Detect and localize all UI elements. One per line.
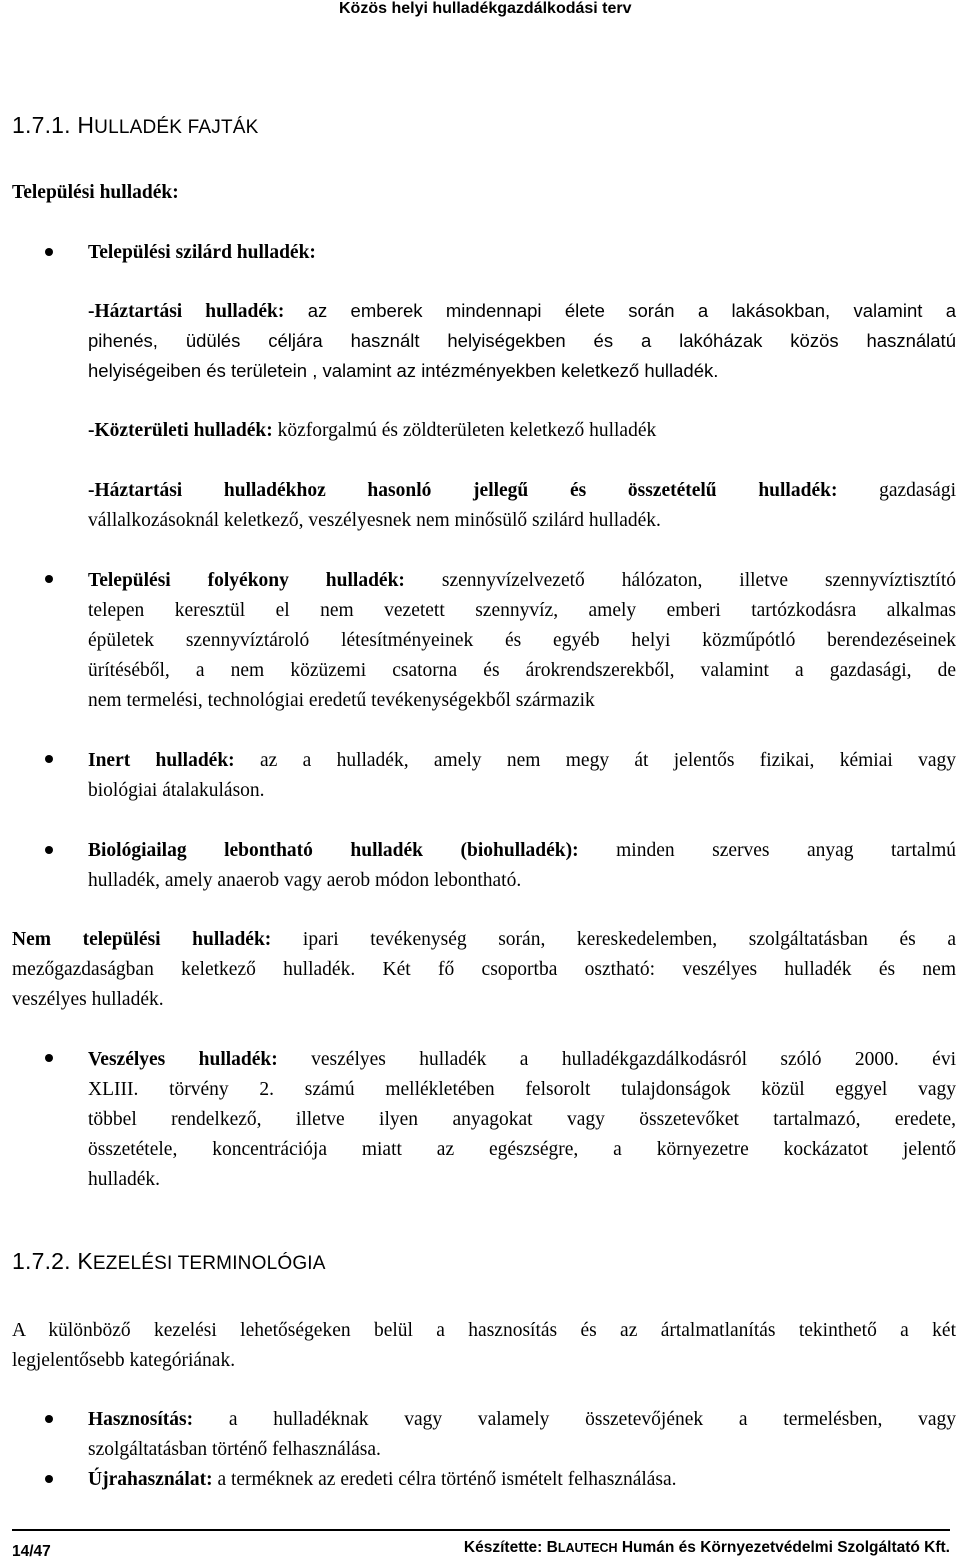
footer-credit	[464, 1539, 950, 1557]
bullet-icon	[45, 755, 53, 763]
bio-text-1: minden szerves anyag tartalmú	[578, 840, 956, 861]
folyekony-line-2: telepen keresztül el nem vezetett szennyvíz, amely emberi tartózkodásra alkalmas	[88, 600, 956, 621]
haztartasi-line-3: helyiségeiben és területein , valamint az intézményekben keletkező hulladék.	[88, 360, 719, 381]
ujra-text: a terméknek az eredeti célra történő ismételt felhasználása.	[212, 1469, 677, 1490]
bio-line-2: hulladék, amely anaerob vagy aerob módon lebontható.	[88, 870, 522, 891]
bullet-icon	[45, 846, 53, 854]
hasonlo-line-2: vállalkozásoknál keletkező, veszélyesnek nem minősülő szilárd hulladék.	[88, 510, 661, 531]
subheading-text: Települési hulladék:	[12, 182, 179, 203]
hasznositas-line-1	[88, 1405, 956, 1435]
folyekony-text-1: szennyvízelvezető hálózaton, illetve szennyvíztisztító	[404, 570, 957, 591]
nem-line-3: veszélyes hulladék.	[12, 989, 164, 1010]
nem-line-2: mezőgazdaságban keletkező hulladék. Két fő csoportba osztható: veszélyes hulladék és nem	[12, 959, 956, 980]
kozteruleti-paragraph	[88, 416, 656, 446]
hasznositas-line-2: szolgáltatásban történő felhasználása.	[88, 1439, 381, 1460]
bullet-icon	[45, 1415, 53, 1423]
intro-line-2: legjelentősebb kategóriának.	[12, 1350, 236, 1371]
veszelyes-line-3: többel rendelkező, illetve ilyen anyagokat vagy összetevőket tartalmazó, eredete,	[88, 1109, 956, 1130]
folyekony-term: Települési folyékony hulladék:	[88, 570, 405, 591]
veszelyes-line-1	[88, 1045, 956, 1075]
hasonlo-term: -Háztartási hulladékhoz hasonló jellegű és összetételű hulladék:	[88, 480, 838, 501]
hasznositas-term: Hasznosítás:	[88, 1409, 194, 1430]
kozteruleti-text: közforgalmú és zöldterületen keletkező hulladék	[272, 420, 657, 441]
bullet-icon	[45, 575, 53, 583]
section-heading-2	[12, 1248, 326, 1275]
section-title-initial: K	[77, 1248, 93, 1274]
bio-line-1	[88, 836, 956, 866]
bullet-szilard-text: Települési szilárd hulladék:	[88, 242, 316, 263]
footer-made-by: Készítette:	[463, 1539, 547, 1556]
running-header: Közös helyi hulladékgazdálkodási terv	[339, 0, 632, 17]
footer-company-initial: B	[546, 1539, 558, 1556]
folyekony-line-1	[88, 566, 956, 596]
intro-line-1: A különböző kezelési lehetőségeken belül a hasznosítás és az ártalmatlanítás tekinthető a két	[12, 1320, 956, 1341]
page-number: 14/47	[12, 1543, 51, 1560]
section-number: 1.7.1.	[12, 112, 71, 138]
bullet-szilard	[88, 238, 316, 268]
footer-company-smallcaps: LAUTECH	[557, 1541, 618, 1555]
section-title-rest: ULLADÉK FAJTÁK	[94, 117, 259, 138]
veszelyes-line-4: összetétele, koncentrációja miatt az egészségre, a környezetre kockázatot jelentő	[88, 1139, 956, 1160]
haztartasi-line-2: pihenés, üdülés céljára használt helyiségekben és a lakóházak közös használatú	[88, 330, 956, 351]
bio-term: Biológiailag lebontható hulladék (biohulladék):	[88, 840, 579, 861]
bullet-icon	[45, 248, 53, 256]
folyekony-line-3: épületek szennyvíztároló létesítményeinek és egyéb helyi közműpótló berendezéseinek	[88, 630, 956, 651]
section-title-initial: H	[77, 112, 95, 138]
ujra-line	[88, 1465, 677, 1495]
hasznositas-text-1: a hulladéknak vagy valamely összetevőjének a termelésben, vagy	[193, 1409, 956, 1430]
inert-line-2: biológiai átalakuláson.	[88, 780, 265, 801]
nem-term: Nem települési hulladék:	[12, 929, 272, 950]
subheading-telepulesi	[12, 178, 179, 208]
veszelyes-text-1: veszélyes hulladék a hulladékgazdálkodásról szóló 2000. évi	[277, 1049, 957, 1070]
haztartasi-text-1: az emberek mindennapi élete során a lakásokban, valamint a	[284, 300, 956, 321]
inert-line-1	[88, 746, 956, 776]
folyekony-line-4: ürítéséből, a nem közüzemi csatorna és árokrendszerekből, valamint a gazdasági, de	[88, 660, 956, 681]
ujra-term: Újrahasználat:	[88, 1469, 213, 1490]
folyekony-line-5: nem termelési, technológiai eredetű tevékenységekből származik	[88, 690, 595, 711]
veszelyes-term: Veszélyes hulladék:	[88, 1049, 278, 1070]
kozteruleti-term: -Közterületi hulladék:	[88, 420, 273, 441]
inert-text-1: az a hulladék, amely nem megy át jelentős fizikai, kémiai vagy	[234, 750, 956, 771]
hasonlo-line-1	[88, 476, 956, 506]
inert-term: Inert hulladék:	[88, 750, 235, 771]
hasonlo-text-1: gazdasági	[837, 480, 956, 501]
nem-line-1	[12, 925, 956, 955]
section-number: 1.7.2.	[12, 1248, 71, 1274]
veszelyes-line-5: hulladék.	[88, 1169, 161, 1190]
footer-rule	[12, 1529, 950, 1531]
footer-company-rest: Humán és Környezetvédelmi Szolgáltató Kft.	[617, 1539, 950, 1556]
bullet-icon	[45, 1054, 53, 1062]
bullet-icon	[45, 1475, 53, 1483]
haztartasi-term: -Háztartási hulladék:	[88, 301, 285, 322]
haztartasi-line-1	[88, 296, 956, 327]
veszelyes-line-2: XLIII. törvény 2. számú mellékletében felsorolt tulajdonságok közül eggyel vagy	[88, 1079, 956, 1100]
nem-text-1: ipari tevékenység során, kereskedelemben, szolgáltatásban és a	[271, 929, 956, 950]
section-title-rest: EZELÉSI TERMINOLÓGIA	[92, 1253, 326, 1274]
section-heading-1	[12, 112, 259, 139]
